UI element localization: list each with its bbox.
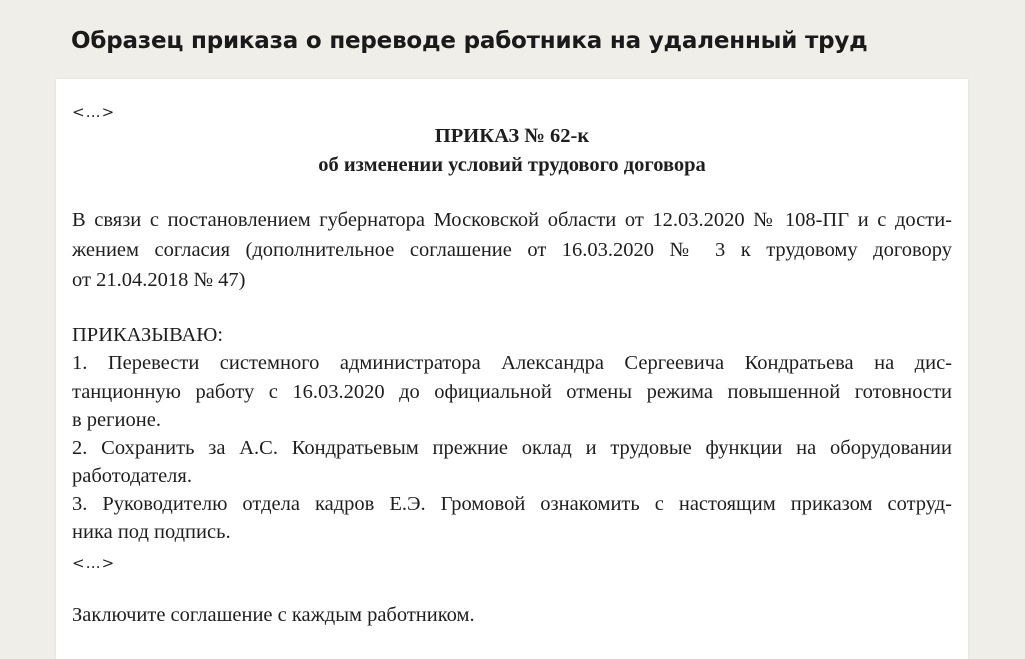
intro-line: В связи с постановлением губернатора Московской области от 12.03.2020 № 108-ПГ и с дости-	[72, 209, 952, 231]
omission-mark-bottom: <…>	[72, 554, 116, 572]
intro-line: жением согласия (дополнительное соглашение от 16.03.2020 № 3 к трудовому договору	[72, 239, 952, 261]
order-title: ПРИКАЗ № 62-к	[434, 125, 590, 147]
order-item-1-line: танционную работу с 16.03.2020 до официальной отмены режима повышенной готовности	[72, 381, 952, 403]
order-item-2-line: 2. Сохранить за А.С. Кондратьевым прежние оклад и трудовые функции на оборудовании	[72, 437, 952, 459]
order-item-1-line: 1. Перевести системного администратора Александра Сергеевича Кондратьева на дис-	[72, 352, 952, 374]
order-word: ПРИКАЗЫВАЮ:	[72, 324, 224, 346]
order-item-1-line: в регионе.	[72, 409, 161, 431]
order-item-3-line: 3. Руководителю отдела кадров Е.Э. Громовой ознакомить с настоящим приказом сотруд-	[72, 493, 952, 515]
order-item-2-line: работодателя.	[72, 465, 192, 487]
intro-line: от 21.04.2018 № 47)	[72, 269, 246, 291]
order-item-3-line: ника под подпись.	[72, 521, 231, 543]
footer-note: Заключите соглашение с каждым работником.	[72, 604, 475, 626]
omission-mark-top: <…>	[72, 103, 116, 121]
order-subtitle: об изменении условий трудового договора	[318, 154, 706, 176]
page-title: Образец приказа о переводе работника на удаленный труд	[71, 28, 868, 54]
document-sample	[56, 79, 968, 659]
